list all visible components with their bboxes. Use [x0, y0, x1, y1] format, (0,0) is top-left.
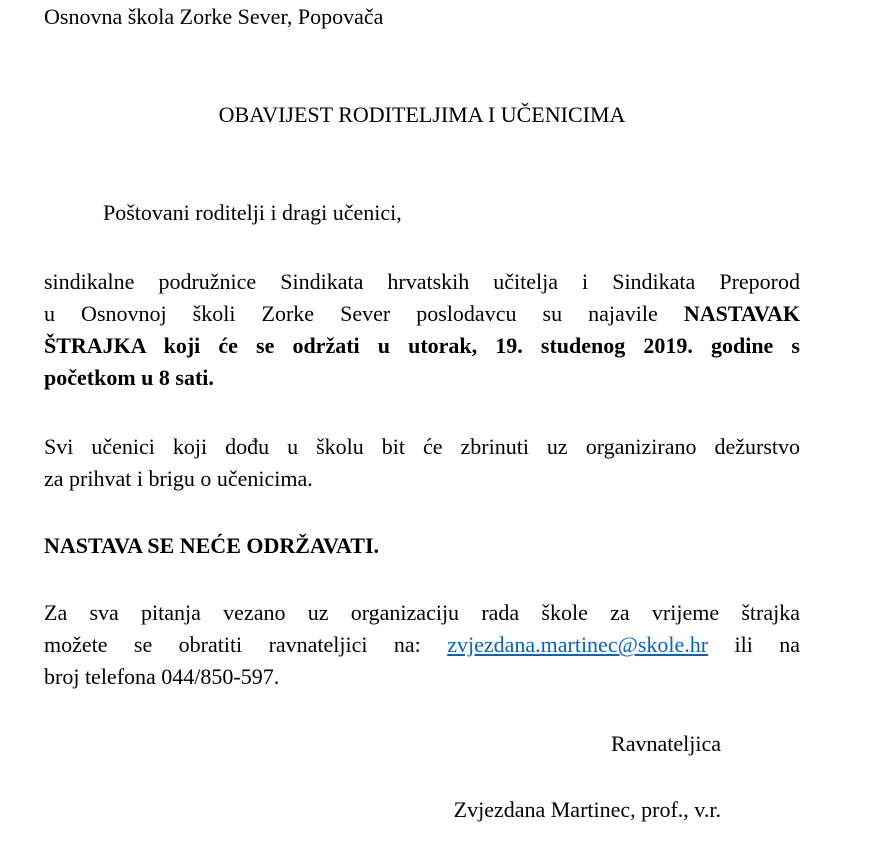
- paragraph-text: ili na: [708, 632, 800, 657]
- paragraph-text: možete se obratiti ravnateljici na:: [44, 632, 448, 657]
- contact-paragraph: [44, 597, 800, 693]
- school-name: Osnovna škola Zorke Sever, Popovača: [44, 4, 384, 29]
- strike-bold-text: NASTAVAK: [683, 301, 800, 326]
- paragraph-line: Svi učenici koji dođu u školu bit će zbrinuti uz organizirano dežurstvo: [44, 434, 800, 459]
- strike-bold-line: ŠTRAJKA koji će se održati u utorak, 19. studenog 2019. godine s: [44, 333, 800, 358]
- strike-announcement-paragraph: [44, 266, 800, 394]
- paragraph-line: [44, 629, 800, 661]
- notice-title: OBAVIJEST RODITELJIMA I UČENICIMA: [218, 102, 626, 127]
- no-classes-notice: [44, 530, 800, 562]
- paragraph-line: Za sva pitanja vezano uz organizaciju rada škole za vrijeme štrajka: [44, 600, 800, 625]
- signature-role: Ravnateljica: [611, 731, 721, 756]
- paragraph-line: sindikalne podružnice Sindikata hrvatskih učitelja i Sindikata Preporod: [44, 269, 800, 294]
- supervision-paragraph: [44, 431, 800, 495]
- greeting: Poštovani roditelji i dragi učenici,: [103, 200, 402, 225]
- no-classes-text: NASTAVA SE NEĆE ODRŽAVATI.: [44, 533, 380, 558]
- phone-line: broj telefona 044/850-597.: [44, 664, 280, 689]
- signature-name: Zvjezdana Martinec, prof., v.r.: [453, 797, 721, 822]
- principal-email-link[interactable]: zvjezdana.martinec@skole.hr: [447, 632, 709, 657]
- paragraph-line: [44, 298, 800, 330]
- strike-bold-line: početkom u 8 sati.: [44, 365, 214, 390]
- paragraph-line: za prihvat i brigu o učenicima.: [44, 466, 313, 491]
- paragraph-text: u Osnovnoj školi Zorke Sever poslodavcu su najavile: [44, 301, 684, 326]
